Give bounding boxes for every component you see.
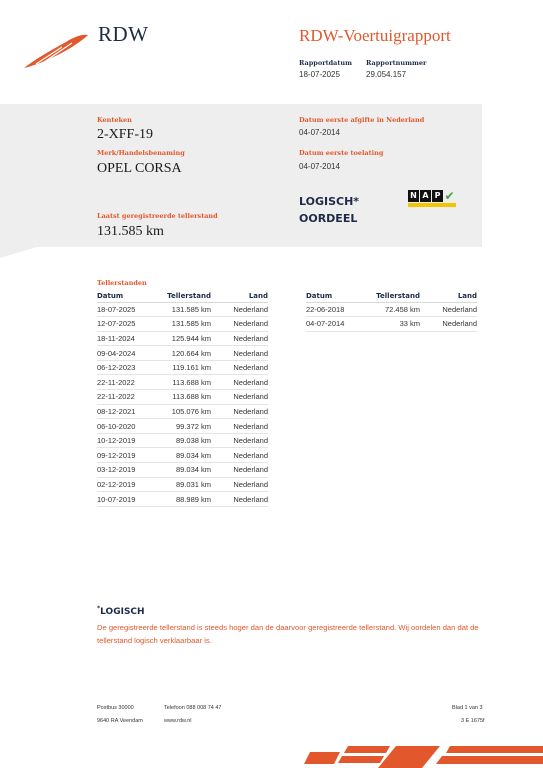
table-row — [97, 360, 268, 375]
cell-country: Nederland — [211, 390, 268, 405]
col-odometer: Tellerstand — [376, 292, 420, 301]
footer-page-number: Blad 1 van 3 — [452, 705, 483, 711]
cell-country: Nederland — [420, 302, 477, 317]
cell-odometer: 131.585 km — [167, 302, 211, 317]
table-row — [97, 463, 268, 478]
report-date: 18-07-2025 — [299, 70, 340, 79]
first-registration-nl-label: Datum eerste afgifte in Nederland — [299, 116, 425, 124]
cell-date: 22-06-2018 — [306, 302, 376, 317]
cell-country: Nederland — [211, 317, 268, 332]
cell-odometer: 89.034 km — [167, 448, 211, 463]
odometer-value: 131.585 km — [97, 224, 164, 239]
cell-odometer: 120.664 km — [167, 346, 211, 361]
footer-website[interactable]: www.rdw.nl — [164, 718, 192, 724]
cell-country: Nederland — [211, 346, 268, 361]
note-title-text: LOGISCH — [100, 607, 145, 617]
make-value: OPEL CORSA — [97, 161, 182, 176]
readings-table-left — [97, 291, 268, 507]
table-row — [97, 492, 268, 507]
first-admission-value: 04-07-2014 — [299, 162, 340, 171]
verdict-line-1: LOGISCH* — [299, 195, 360, 208]
plate-value: 2-XFF-19 — [97, 127, 154, 142]
cell-country: Nederland — [211, 404, 268, 419]
note-text: De geregistreerde tellerstand is steeds hoger dan de daarvoor geregistreerde tellerstand. Wij oordelen dan dat de tellerstand logisch verklaarbaar is. — [97, 623, 479, 646]
cell-odometer: 131.585 km — [167, 317, 211, 332]
cell-odometer: 113.688 km — [167, 390, 211, 405]
cell-date: 09-04-2024 — [97, 346, 167, 361]
table-row — [306, 302, 477, 317]
rdw-logo-icon — [22, 30, 92, 70]
footer-address-1: Postbus 30000 — [97, 705, 134, 711]
cell-date: 02-12-2019 — [97, 477, 167, 492]
verdict — [299, 194, 359, 227]
nap-badge — [408, 190, 456, 207]
cell-date: 04-07-2014 — [306, 317, 376, 332]
report-title: RDW-Voertuigrapport — [299, 26, 451, 45]
cell-odometer: 88.989 km — [167, 492, 211, 507]
cell-date: 22-11-2022 — [97, 390, 167, 405]
nap-letter-p: P — [432, 190, 443, 202]
col-odometer: Tellerstand — [167, 292, 211, 301]
cell-date: 12-07-2025 — [97, 317, 167, 332]
odometer-label: Laatst geregistreerde tellerstand — [97, 212, 218, 220]
decorative-stripes-icon — [300, 742, 543, 768]
cell-date: 09-12-2019 — [97, 448, 167, 463]
footer-phone: Telefoon 088 008 74 47 — [164, 705, 222, 711]
verdict-line-2: OORDEEL — [299, 211, 358, 225]
table-row — [97, 433, 268, 448]
report-date-label: Rapportdatum — [299, 59, 352, 67]
cell-odometer: 89.031 km — [167, 477, 211, 492]
table-header-row — [306, 291, 477, 302]
note-title — [97, 605, 145, 617]
report-number: 29.054.157 — [366, 70, 407, 79]
cell-country: Nederland — [211, 492, 268, 507]
cell-country: Nederland — [211, 419, 268, 434]
footer-document-code: 3 E 1675f — [461, 718, 485, 724]
table-row — [97, 477, 268, 492]
table-row — [97, 419, 268, 434]
table-row — [97, 346, 268, 361]
col-country: Land — [420, 291, 477, 302]
table-row — [97, 404, 268, 419]
cell-country: Nederland — [211, 331, 268, 346]
vehicle-summary-panel — [0, 104, 482, 247]
readings-title: Tellerstanden — [97, 279, 147, 287]
check-icon: ✔ — [444, 189, 455, 203]
cell-country: Nederland — [211, 360, 268, 375]
cell-odometer: 89.034 km — [167, 463, 211, 478]
table-row — [306, 317, 477, 332]
table-row — [97, 302, 268, 317]
nap-letter-a: A — [420, 190, 431, 202]
make-label: Merk/Handelsbenaming — [97, 149, 185, 157]
first-admission-label: Datum eerste toelating — [299, 149, 384, 157]
cell-odometer: 125.944 km — [167, 331, 211, 346]
brand-name: RDW — [98, 22, 149, 46]
table-row — [97, 390, 268, 405]
cell-odometer: 105.076 km — [167, 404, 211, 419]
report-number-label: Rapportnummer — [366, 59, 427, 67]
first-registration-nl-value: 04-07-2014 — [299, 128, 340, 137]
footer-address-2: 9640 RA Veendam — [97, 718, 143, 724]
cell-date: 06-10-2020 — [97, 419, 167, 434]
cell-odometer: 99.372 km — [167, 419, 211, 434]
cell-date: 22-11-2022 — [97, 375, 167, 390]
table-header-row — [97, 291, 268, 302]
cell-odometer: 33 km — [376, 317, 420, 332]
cell-odometer: 72.458 km — [376, 302, 420, 317]
cell-country: Nederland — [420, 317, 477, 332]
cell-country: Nederland — [211, 477, 268, 492]
cell-odometer: 89.038 km — [167, 433, 211, 448]
cell-country: Nederland — [211, 463, 268, 478]
nap-letter-n: N — [408, 190, 419, 202]
cell-country: Nederland — [211, 375, 268, 390]
plate-label: Kenteken — [97, 116, 132, 124]
cell-date: 03-12-2019 — [97, 463, 167, 478]
cell-country: Nederland — [211, 302, 268, 317]
table-row — [97, 317, 268, 332]
cell-date: 18-07-2025 — [97, 302, 167, 317]
col-date: Datum — [306, 291, 376, 302]
cell-odometer: 119.161 km — [167, 360, 211, 375]
table-row — [97, 331, 268, 346]
cell-date: 10-07-2019 — [97, 492, 167, 507]
cell-date: 06-12-2023 — [97, 360, 167, 375]
cell-date: 08-12-2021 — [97, 404, 167, 419]
nap-underline — [408, 203, 456, 207]
cell-odometer: 113.688 km — [167, 375, 211, 390]
cell-date: 10-12-2019 — [97, 433, 167, 448]
note-marker: * — [97, 605, 101, 612]
table-row — [97, 375, 268, 390]
table-row — [97, 448, 268, 463]
cell-country: Nederland — [211, 448, 268, 463]
col-date: Datum — [97, 291, 167, 302]
panel-corner — [0, 246, 40, 258]
readings-table-right — [306, 291, 477, 332]
cell-country: Nederland — [211, 433, 268, 448]
cell-date: 18-11-2024 — [97, 331, 167, 346]
col-country: Land — [211, 291, 268, 302]
